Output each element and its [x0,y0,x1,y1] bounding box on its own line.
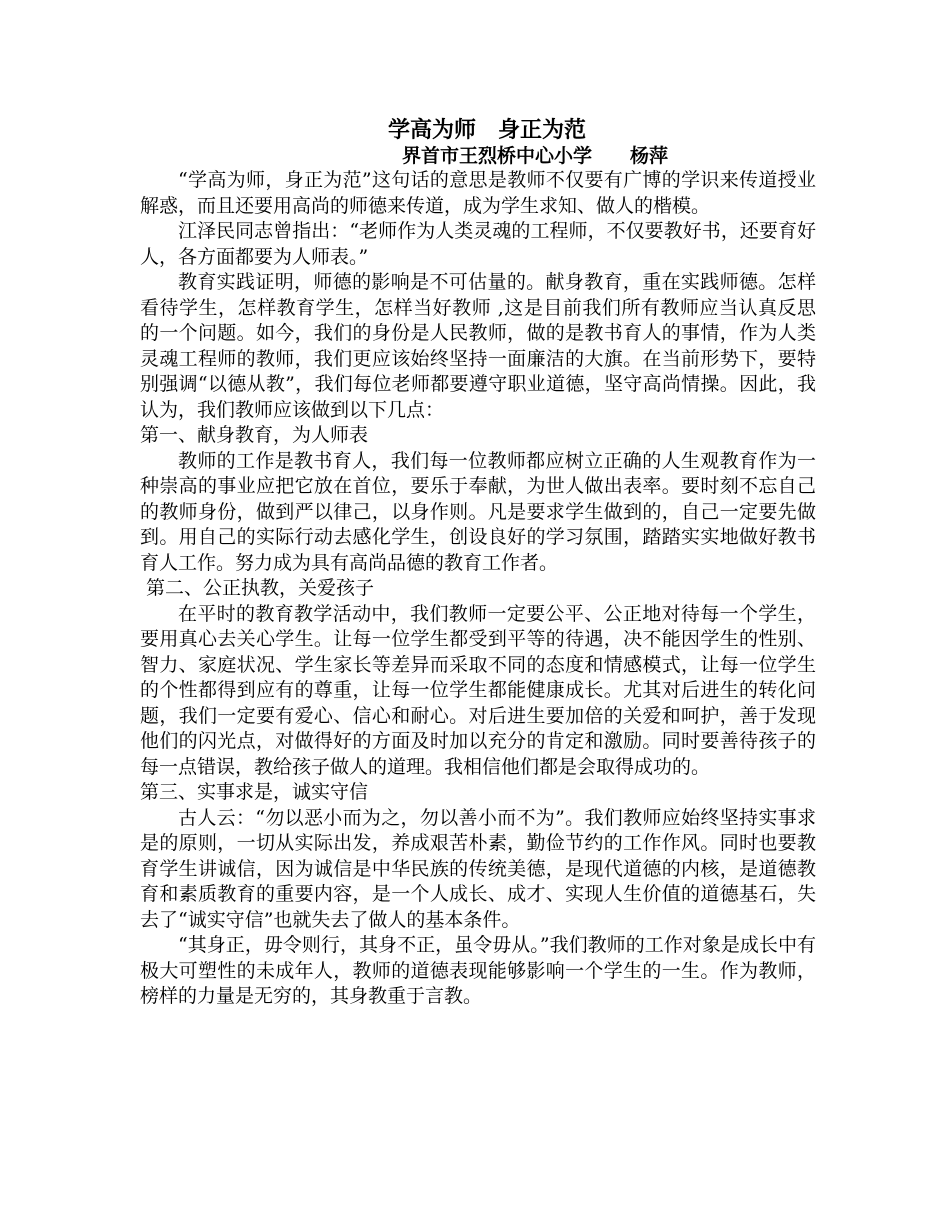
document-title: 学高为师 身正为范 [388,117,587,143]
paragraph-section-1: 教师的工作是教书育人，我们每一位教师都应树立正确的人生观教育作为一种崇高的事业应把它放在首位，要乐于奉献，为世人做出表率。要时刻不忘自己的教师身份，做到严以律己，以身作则。凡是要求学生做到的，自己一定要先做到。用自己的实际行动去感化学生，创设良好的学习氛围，踏踏实实地做好教书育人工作。努力成为具有高尚品德的教育工作者。 [140,449,816,574]
paragraph-practice: 教育实践证明，师德的影响是不可估量的。献身教育，重在实践师德。怎样看待学生，怎样教育学生，怎样当好教师 ,这是目前我们所有教师应当认真反思的一个问题。如今，我们的身份是人民教师，做的是教书育人的事情，作为人类灵魂工程师的教师，我们更应该始终坚持一面廉洁的大旗。在当前形势下，要特别强调“以德从教”，我们每位老师都要遵守职业道德，坚守高尚情操。因此，我认为，我们教师应该做到以下几点： [140,271,816,421]
paragraph-quote: 江泽民同志曾指出：“老师作为人类灵魂的工程师，不仅要教好书，还要育好人，各方面都要为人师表。” [140,220,816,268]
paragraph-section-2: 在平时的教育教学活动中，我们教师一定要公平、公正地对待每一个学生，要用真心去关心学生。让每一位学生都受到平等的待遇，决不能因学生的性别、智力、家庭状况、学生家长等差异而采取不同的态度和情感模式，让每一位学生的个性都得到应有的尊重，让每一位学生都能健康成长。尤其对后进生的转化问题，我们一定要有爱心、信心和耐心。对后进生要加倍的关爱和呵护，善于发现他们的闪光点，对做得好的方面及时加以充分的肯定和激励。同时要善待孩子的每一点错误，教给孩子做人的道理。我相信他们都是会取得成功的。 [140,602,816,778]
paragraph-intro: “学高为师，身正为范”这句话的意思是教师不仅要有广博的学识来传道授业解惑，而且还要用高尚的师德来传道，成为学生求知、做人的楷模。 [140,169,816,217]
paragraph-closing: “其身正，毋令则行，其身不正，虽令毋从。”我们教师的工作对象是成长中有极大可塑性的未成年人，教师的道德表现能够影响一个学生的一生。作为教师，榜样的力量是无穷的，其身教重于言教。 [140,934,816,1007]
section-heading-3: 第三、实事求是，诚实守信 [140,781,369,803]
section-heading-2: 第二、公正执教，关爱孩子 [146,577,375,599]
paragraph-section-3: 古人云：“勿以恶小而为之，勿以善小而不为”。我们教师应始终坚持实事求是的原则，一切从实际出发，养成艰苦朴素，勤俭节约的工作作风。同时也要教育学生讲诚信，因为诚信是中华民族的传统美德，是现代道德的内核，是道德教育和素质教育的重要内容，是一个人成长、成才、实现人生价值的道德基石，失去了“诚实守信”也就失去了做人的基本条件。 [140,806,816,931]
document-author: 界首市王烈桥中心小学 杨萍 [402,145,669,167]
document-page [140,116,816,1010]
section-heading-1: 第一、献身教育，为人师表 [140,424,369,446]
